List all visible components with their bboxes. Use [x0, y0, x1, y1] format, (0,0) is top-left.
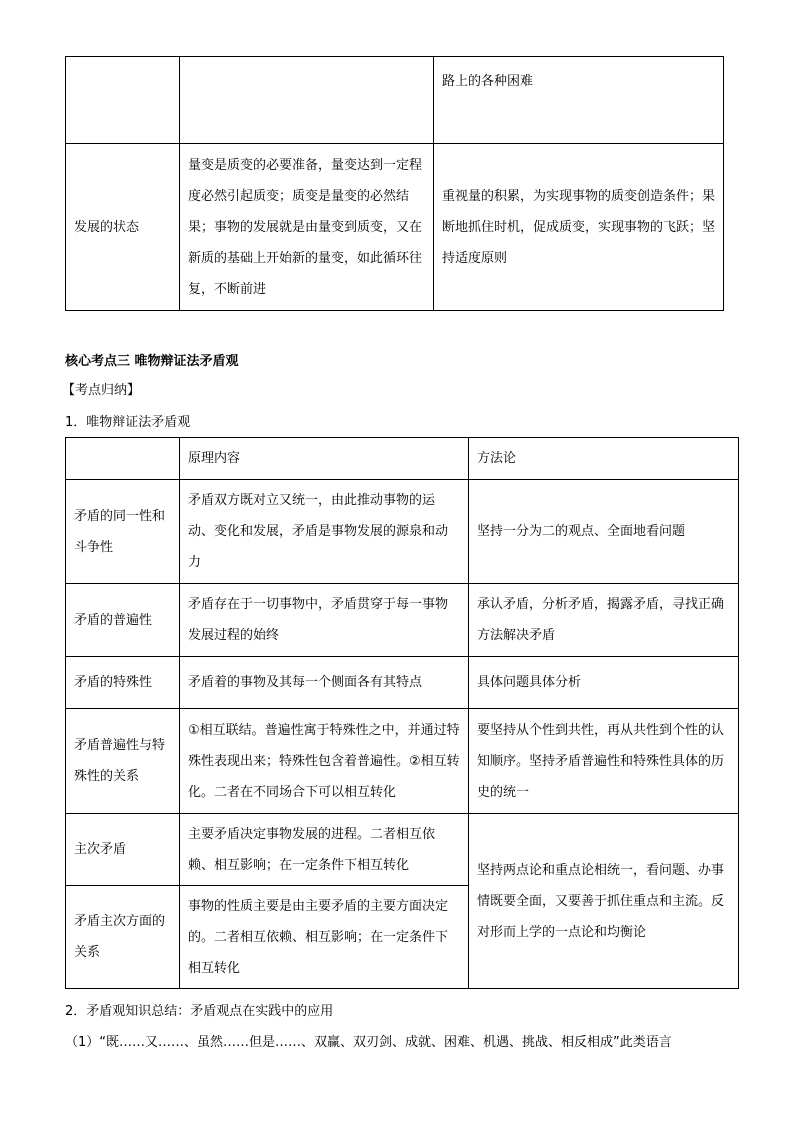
table-row	[66, 657, 739, 709]
principle-cell: ①相互联结。普遍性寓于特殊性之中，并通过特殊性表现出来；特殊性包含着普遍性。②相互转化。二者在不同场合下可以相互转化	[180, 709, 469, 814]
row-label: 发展的状态	[66, 144, 180, 311]
principle-cell: 矛盾着的事物及其每一个侧面各有其特点	[180, 657, 469, 709]
method-cell: 承认矛盾，分析矛盾，揭露矛盾，寻找正确方法解决矛盾	[469, 584, 739, 657]
table-row	[66, 709, 739, 814]
row-label: 主次矛盾	[66, 814, 180, 886]
table-row	[66, 144, 724, 311]
table-cell	[66, 57, 180, 144]
item-heading: 1．唯物辩证法矛盾观	[65, 415, 191, 430]
method-cell: 重视量的积累，为实现事物的质变创造条件；果断地抓住时机，促成质变，实现事物的飞跃；坚持适度原则	[434, 144, 724, 311]
method-cell: 具体问题具体分析	[469, 657, 739, 709]
table-header-row	[66, 438, 739, 480]
table-cell: 路上的各种困难	[434, 57, 724, 144]
principle-cell: 事物的性质主要是由主要矛盾的主要方面决定的。二者相互依赖、相互影响；在一定条件下相互转化	[180, 886, 469, 989]
principle-cell: 矛盾存在于一切事物中，矛盾贯穿于每一事物发展过程的始终	[180, 584, 469, 657]
row-label: 矛盾的同一性和斗争性	[66, 480, 180, 584]
section-heading: 核心考点三 唯物辩证法矛盾观	[65, 354, 239, 369]
principle-cell: 主要矛盾决定事物发展的进程。二者相互依赖、相互影响；在一定条件下相互转化	[180, 814, 469, 886]
principle-cell: 量变是质变的必要准备，量变达到一定程度必然引起质变；质变是量变的必然结果；事物的发展就是由量变到质变，又在新质的基础上开始新的量变，如此循环往复，不断前进	[180, 144, 434, 311]
header-cell	[66, 438, 180, 480]
table-row	[66, 584, 739, 657]
row-label: 矛盾主次方面的关系	[66, 886, 180, 989]
summary-label: 【考点归纳】	[62, 383, 141, 398]
row-label: 矛盾的普遍性	[66, 584, 180, 657]
table-row	[66, 480, 739, 584]
method-cell: 坚持一分为二的观点、全面地看问题	[469, 480, 739, 584]
header-cell: 方法论	[469, 438, 739, 480]
method-cell: 坚持两点论和重点论相统一，看问题、办事情既要全面，又要善于抓住重点和主流。反对形而上学的一点论和均衡论	[469, 814, 739, 989]
header-cell: 原理内容	[180, 438, 469, 480]
item-heading: 2．矛盾观知识总结：矛盾观点在实践中的应用	[65, 1004, 334, 1019]
table-cell	[180, 57, 434, 144]
method-cell: 要坚持从个性到共性，再从共性到个性的认知顺序。坚持矛盾普遍性和特殊性具体的历史的统一	[469, 709, 739, 814]
development-state-table	[65, 56, 724, 311]
table-row	[66, 57, 724, 144]
item-paragraph: （1）“既……又……、虽然……但是……、双赢、双刃剑、成就、困难、机遇、挑战、相反相成”此类语言	[65, 1035, 672, 1050]
principle-cell: 矛盾双方既对立又统一，由此推动事物的运动、变化和发展，矛盾是事物发展的源泉和动力	[180, 480, 469, 584]
row-label: 矛盾普遍性与特殊性的关系	[66, 709, 180, 814]
contradiction-table	[65, 437, 739, 989]
table-row	[66, 814, 739, 886]
row-label: 矛盾的特殊性	[66, 657, 180, 709]
